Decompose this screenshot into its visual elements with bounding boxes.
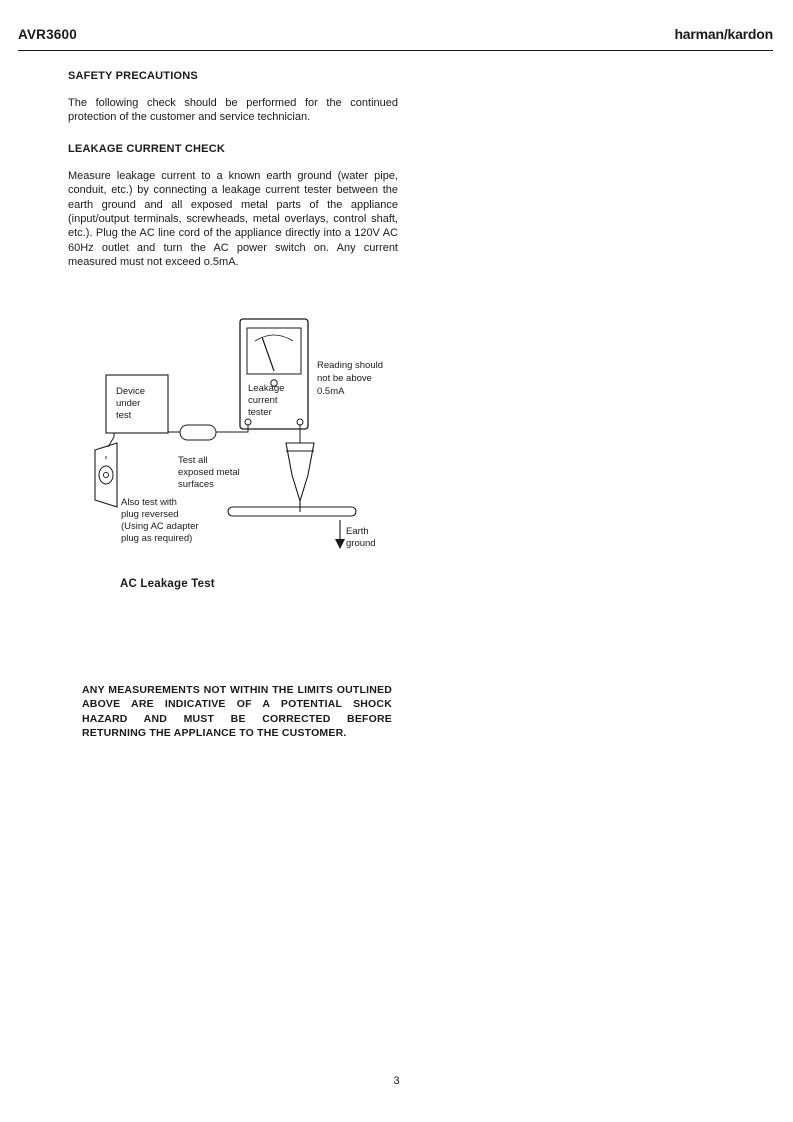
document-body [68, 70, 398, 292]
page-number: 3 [393, 1075, 400, 1087]
figure-label-tester-line-3: tester [248, 407, 272, 418]
figure-caption: AC Leakage Test [120, 578, 215, 590]
section-title-leakage-current-check: LEAKAGE CURRENT CHECK [68, 142, 225, 155]
figure-label-tester-line-2: current [248, 395, 278, 406]
brand-logo-text: harman/kardon [674, 26, 773, 42]
figure-label-device-under-test-line-1: Device [116, 386, 146, 397]
page-header [0, 0, 793, 52]
section-body-safety-precautions: The following check should be performed for the continued protection of the customer and service technician. [68, 97, 398, 124]
figure-label-tester-line-1: Leakage [248, 383, 285, 394]
section-body-leakage-current-check: Measure leakage current to a known earth ground (water pipe, conduit, etc.) by connecting a leakage current tester between the earth ground and all exposed metal parts of the appliance (input/output terminals, screwheads, metal overlays, control shaft, etc.). Plug the AC line cord of the appliance directly into a 120V AC 60Hz outlet and turn the AC power switch on. Any current measured must not exceed o.5mA. [68, 169, 398, 269]
figure-label-test-all-line-2: exposed metal [178, 467, 240, 478]
figure-label-test-all-line-1: Test all [178, 455, 208, 466]
figure-ac-leakage-test [68, 315, 488, 605]
header-divider [18, 50, 773, 51]
warning-text: ANY MEASUREMENTS NOT WITHIN THE LIMITS OUTLINED ABOVE ARE INDICATIVE OF A POTENTIAL SHOCK HAZARD AND MUST BE CORRECTED BEFORE RETURNING THE APPLIANCE TO THE CUSTOMER. [82, 683, 392, 739]
figure-label-plug-reversed-line-4: plug as required) [121, 533, 193, 544]
figure-label-device-under-test-line-3: test [116, 410, 132, 421]
figure-label-reading-line-3: 0.5mA [317, 386, 345, 397]
figure-label-reading-line-1: Reading should [317, 360, 384, 371]
section-title-safety-precautions: SAFETY PRECAUTIONS [68, 70, 198, 82]
figure-label-plug-reversed-line-3: (Using AC adapter [121, 521, 199, 532]
figure-label-device-under-test-line-2: under [116, 398, 141, 409]
figure-label-reading-line-2: not be above [317, 373, 372, 384]
figure-label-earth-ground-line-2: ground [346, 538, 376, 549]
figure-label-plug-reversed-line-2: plug reversed [121, 509, 179, 520]
figure-label-earth-ground-line-1: Earth [346, 526, 369, 537]
document-model-title: AVR3600 [18, 27, 77, 42]
figure-label-test-all-line-3: surfaces [178, 479, 214, 490]
figure-label-plug-reversed-line-1: Also test with [121, 497, 177, 508]
